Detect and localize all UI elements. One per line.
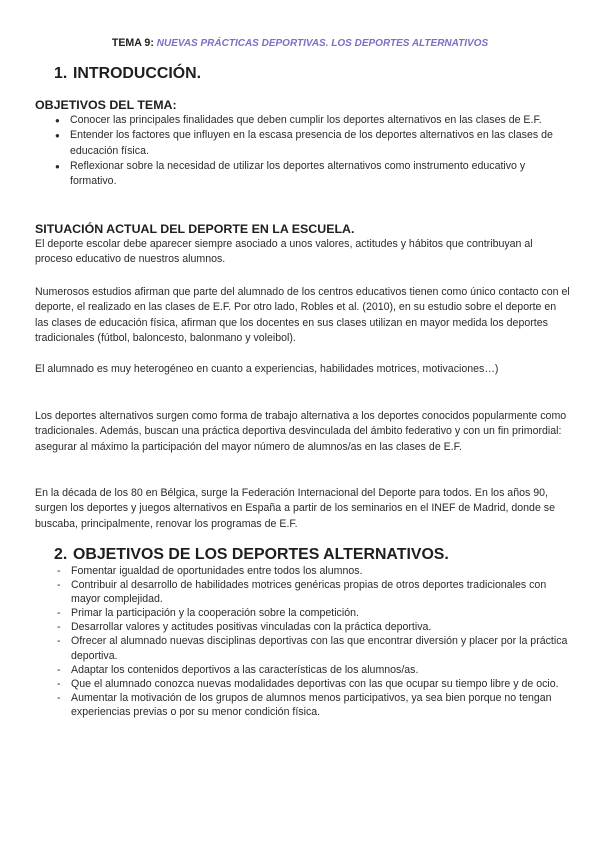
title-label: TEMA 9:: [111, 37, 154, 49]
section-1-heading: [54, 67, 201, 81]
list-item: - Adaptar los contenidos deportivos a las características de los alumnos/as.: [35, 663, 570, 677]
list-item: - Primar la participación y la cooperación sobre la competición.: [35, 606, 570, 620]
list-item: - Desarrollar valores y actitudes positivas vinculadas con la práctica deportiva.: [35, 620, 570, 634]
section-1-number: 1.: [54, 65, 68, 82]
situation-heading: SITUACIÓN ACTUAL DEL DEPORTE EN LA ESCUELA.: [35, 222, 355, 236]
list-item: ● Reflexionar sobre la necesidad de utilizar los deportes alternativos como instrumento educativo y formativo.: [35, 159, 570, 190]
list-item: - Que el alumnado conozca nuevas modalidades deportivas con las que ocupar su tiempo libre y de ocio.: [35, 677, 570, 691]
section-2-title: OBJETIVOS DE LOS DEPORTES ALTERNATIVOS.: [73, 546, 449, 563]
section-2-number: 2.: [54, 546, 68, 563]
title-subtitle: NUEVAS PRÁCTICAS DEPORTIVAS. LOS DEPORTES ALTERNATIVOS: [156, 38, 489, 49]
section-1-title: INTRODUCCIÓN.: [73, 65, 202, 82]
list-item: - Fomentar igualdad de oportunidades entre todos los alumnos.: [35, 564, 570, 578]
paragraph: El deporte escolar debe aparecer siempre asociado a unos valores, actitudes y hábitos que contribuyan al proceso educativo de nuestros alumnos.: [35, 238, 533, 266]
section-2-list: [35, 564, 570, 719]
situation-section: [35, 222, 570, 268]
section-2-heading: [54, 548, 449, 562]
objectives-list: [35, 113, 570, 189]
paragraph: El alumnado es muy heterogéneo en cuanto a experiencias, habilidades motrices, motivaciones…): [35, 363, 499, 375]
objectives-heading: OBJETIVOS DEL TEMA:: [35, 98, 177, 112]
paragraph: Los deportes alternativos surgen como forma de trabajo alternativa a los deportes conocidos popularmente como tradicionales. Además, buscan una práctica deportiva desvinculada del ámbito federativo y con un fin primordial: asegurar al máximo la participación del mayor número de alumnos/as en las clases de E.F.: [35, 410, 567, 453]
objectives-section: [35, 98, 570, 189]
list-item: ● Conocer las principales finalidades que deben cumplir los deportes alternativos en las clases de E.F.: [35, 113, 570, 128]
list-item: - Contribuir al desarrollo de habilidades motrices genéricas propias de otros deportes tradicionales con mayor complejidad.: [35, 578, 570, 606]
document-title: [0, 36, 600, 51]
list-item: - Aumentar la motivación de los grupos de alumnos menos participativos, ya sea bien porque no tengan experiencias previas o por su menor condición física.: [35, 691, 570, 719]
paragraph: Numerosos estudios afirman que parte del alumnado de los centros educativos tienen como único contacto con el deporte, el realizado en las clases de E.F. Por otro lado, Robles et al. (2010), en su estudio sobre el deporte en las clases de educación física, afirman que los docentes en sus clases utilizan en mayor medida los deportes tradicionales (fútbol, baloncesto, balonmano y voleibol).: [35, 286, 570, 344]
paragraph: En la década de los 80 en Bélgica, surge la Federación Internacional del Deporte para todos. En los años 90, surgen los deportes y juegos alternativos en España a partir de los seminarios en el INEF de Madrid, donde se buscaba, principalmente, renovar los programas de E.F.: [35, 487, 555, 530]
list-item: ● Entender los factores que influyen en la escasa presencia de los deportes alternativos en las clases de educación física.: [35, 128, 570, 159]
list-item: - Ofrecer al alumnado nuevas disciplinas deportivas con las que encontrar diversión y placer por la práctica deportiva.: [35, 634, 570, 662]
